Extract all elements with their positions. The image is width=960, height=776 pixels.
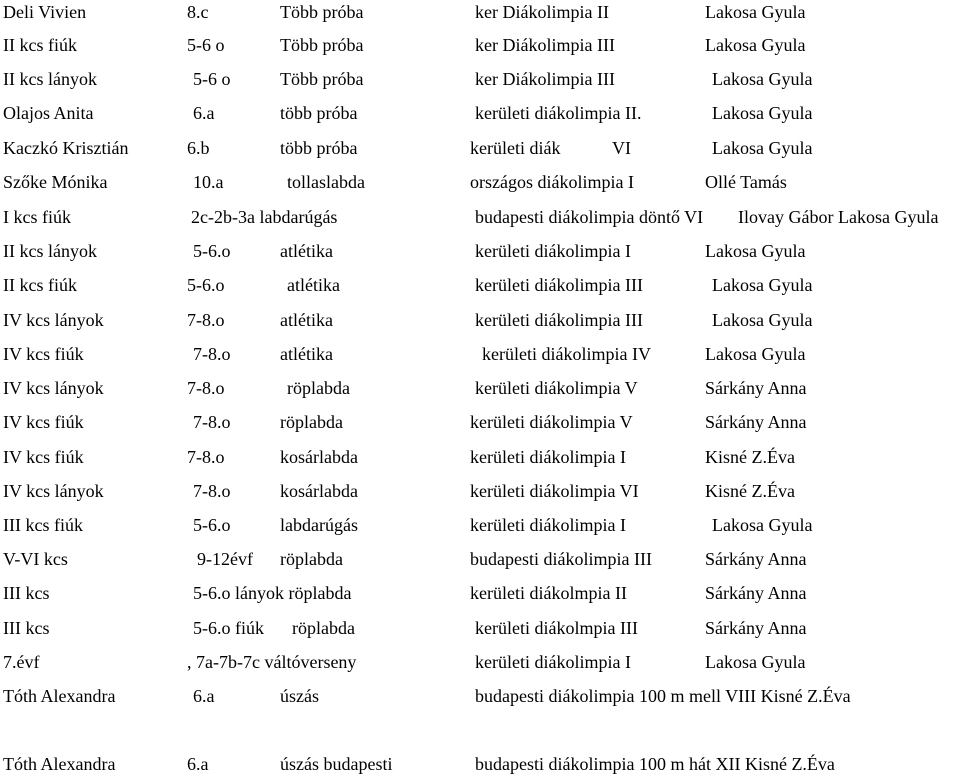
name-cell: Szőke Mónika [3,172,108,192]
name-cell: IV kcs fiúk [3,344,84,364]
sport-cell: röplabda [280,549,343,569]
name-cell: III kcs fiúk [3,515,83,535]
class-cell: 2c-2b-3a labdarúgás [191,207,338,227]
table-row [0,410,960,434]
name-cell: 7.évf [3,652,40,672]
event-cell: budapesti diákolimpia 100 m hát XII Kisné Z.Éva [475,754,835,774]
table-row [0,342,960,366]
class-cell: 5-6.o [187,275,225,295]
table-row [0,479,960,503]
class-cell: 7-8.o [187,310,225,330]
table-row [0,513,960,537]
class-cell: 5-6.o [193,241,231,261]
name-cell: Kaczkó Krisztián [3,138,129,158]
sport-cell: több próba [280,138,358,158]
name-cell: II kcs lányok [3,241,97,261]
sport-cell: atlétika [287,275,340,295]
class-cell: 6.a [187,754,209,774]
class-cell: 8.c [187,2,209,22]
class-cell: 5-6 o [187,35,225,55]
event-cell: kerületi diákolimpia I [470,447,626,467]
table-row [0,752,960,776]
class-cell: , 7a-7b-7c váltóverseny [187,652,357,672]
class-cell: 7-8.o [187,447,225,467]
event-cell: kerületi diákolmpia III [475,618,638,638]
event-cell: kerületi diák [470,138,561,158]
table-row [0,0,960,24]
event-cell: kerületi diákolimpia III [475,310,643,330]
event-cell: kerületi diákolimpia IV [482,344,651,364]
table-row [0,136,960,160]
teacher-cell: Sárkány Anna [705,618,807,638]
table-row [0,616,960,640]
event-cell: kerületi diákolimpia III [475,275,643,295]
sport-cell: kosárlabda [280,447,358,467]
name-cell: V-VI kcs [3,549,68,569]
table-row [0,308,960,332]
class-cell: 6.a [193,103,215,123]
table-row [0,273,960,297]
class-cell: 7-8.o [187,378,225,398]
class-cell: 7-8.o [193,412,231,432]
class-cell: 5-6.o lányok röplabda [193,583,352,603]
event-cell: ker Diákolimpia III [475,35,615,55]
event-part-cell: VI [612,138,631,158]
event-cell: kerületi diákolimpia VI [470,481,639,501]
name-cell: Tóth Alexandra [3,686,116,706]
sport-cell: labdarúgás [280,515,358,535]
sport-cell: Több próba [280,69,364,89]
teacher-cell: Ilovay Gábor Lakosa Gyula [738,207,939,227]
class-cell: 9-12évf [197,549,253,569]
table-row [0,581,960,605]
event-cell: kerületi diákolimpia V [475,378,638,398]
table-row [0,205,960,229]
class-cell: 6.a [193,686,215,706]
sport-cell: röplabda [287,378,350,398]
teacher-cell: Ollé Tamás [705,172,787,192]
teacher-cell: Lakosa Gyula [712,275,813,295]
class-cell: 7-8.o [193,344,231,364]
teacher-cell: Sárkány Anna [705,412,807,432]
teacher-cell: Sárkány Anna [705,583,807,603]
teacher-cell: Lakosa Gyula [705,652,806,672]
sport-cell: röplabda [292,618,355,638]
class-cell: 7-8.o [193,481,231,501]
name-cell: IV kcs lányok [3,378,104,398]
table-row [0,650,960,674]
name-cell: II kcs fiúk [3,35,77,55]
table-row [0,33,960,57]
teacher-cell: Lakosa Gyula [705,344,806,364]
table-row [0,376,960,400]
name-cell: II kcs fiúk [3,275,77,295]
event-cell: kerületi diákolimpia I [475,241,631,261]
class-cell: 6.b [187,138,210,158]
event-cell: ker Diákolimpia II [475,2,609,22]
table-row [0,445,960,469]
name-cell: III kcs [3,583,50,603]
teacher-cell: Kisné Z.Éva [705,481,795,501]
table-row [0,684,960,708]
event-cell: budapesti diákolimpia III [470,549,652,569]
event-cell: ker Diákolimpia III [475,69,615,89]
sport-cell: atlétika [280,310,333,330]
table-row [0,101,960,125]
teacher-cell: Kisné Z.Éva [705,447,795,467]
teacher-cell: Lakosa Gyula [712,310,813,330]
name-cell: IV kcs lányok [3,481,104,501]
sport-cell: tollaslabda [287,172,365,192]
event-cell: kerületi diákolmpia II [470,583,627,603]
name-cell: III kcs [3,618,50,638]
event-cell: kerületi diákolimpia I [475,652,631,672]
teacher-cell: Lakosa Gyula [712,138,813,158]
sport-cell: úszás [280,686,319,706]
teacher-cell: Lakosa Gyula [712,515,813,535]
sport-cell: atlétika [280,344,333,364]
teacher-cell: Lakosa Gyula [705,35,806,55]
name-cell: IV kcs fiúk [3,447,84,467]
table-row [0,547,960,571]
teacher-cell: Sárkány Anna [705,549,807,569]
table-row [0,170,960,194]
table-row [0,239,960,263]
event-cell: budapesti diákolimpia 100 m mell VIII Kisné Z.Éva [475,686,851,706]
name-cell: Deli Vivien [3,2,87,22]
class-cell: 5-6.o fiúk [193,618,264,638]
class-cell: 5-6 o [193,69,231,89]
teacher-cell: Lakosa Gyula [712,103,813,123]
sport-cell: úszás budapesti [280,754,393,774]
sport-cell: röplabda [280,412,343,432]
name-cell: IV kcs lányok [3,310,104,330]
name-cell: Tóth Alexandra [3,754,116,774]
event-cell: országos diákolimpia I [470,172,634,192]
event-cell: budapesti diákolimpia döntő VI [475,207,704,227]
class-cell: 5-6.o [193,515,231,535]
teacher-cell: Sárkány Anna [705,378,807,398]
teacher-cell: Lakosa Gyula [705,2,806,22]
sport-cell: kosárlabda [280,481,358,501]
name-cell: Olajos Anita [3,103,94,123]
event-cell: kerületi diákolimpia V [470,412,633,432]
teacher-cell: Lakosa Gyula [705,241,806,261]
sport-cell: több próba [280,103,358,123]
sport-cell: Több próba [280,35,364,55]
name-cell: I kcs fiúk [3,207,71,227]
sport-cell: Több próba [280,2,364,22]
name-cell: IV kcs fiúk [3,412,84,432]
class-cell: 10.a [193,172,224,192]
event-cell: kerületi diákolimpia I [470,515,626,535]
name-cell: II kcs lányok [3,69,97,89]
sport-cell: atlétika [280,241,333,261]
event-cell: kerületi diákolimpia II. [475,103,642,123]
table-row [0,67,960,91]
teacher-cell: Lakosa Gyula [712,69,813,89]
